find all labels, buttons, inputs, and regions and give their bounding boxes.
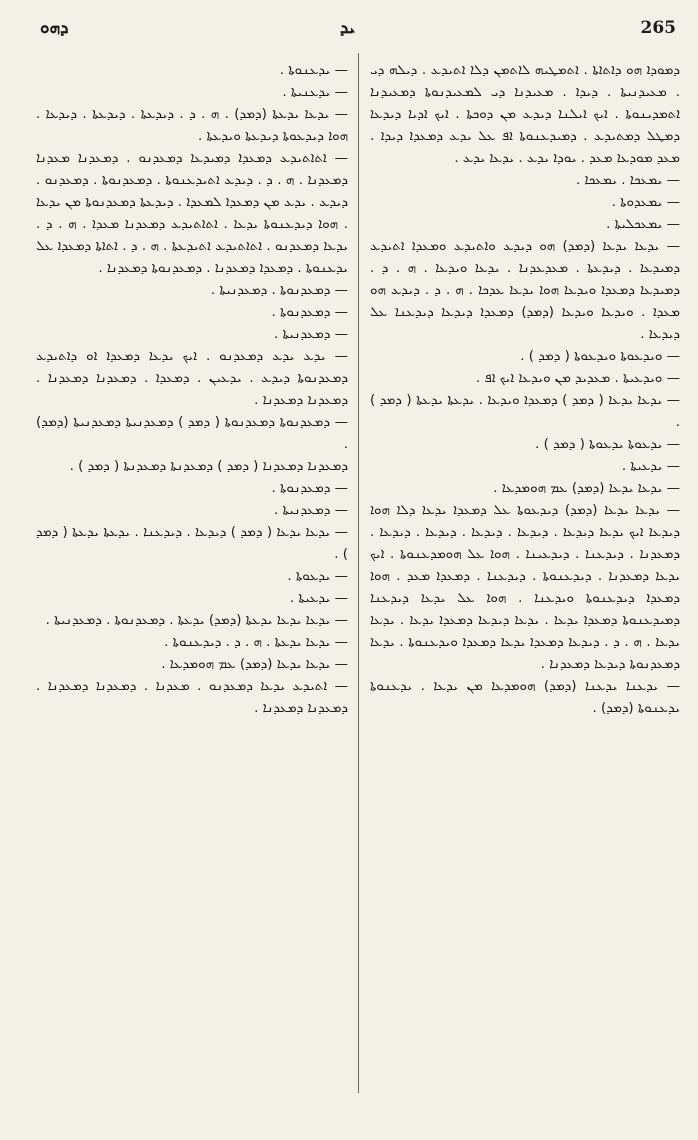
left-column	[36, 60, 348, 1090]
dictionary-entry: — ܝܕܥܐ ܝܕܥܐ ( ܕܡܕ ) ܕܡܥܕܐ ܘܝܕܥܐ . ܝܕܥܬܐ ܝܕܥܬܐ ( ܕܡܕ ) .	[370, 393, 680, 430]
dictionary-entry: — ܘܝܕܥܘܬܐ ܘܝܕܥܘܬܐ ( ܕܡܕ ) .	[520, 349, 680, 364]
dictionary-entry: — ܝܡܥܟܐ . ܝܡܥܟܐ .	[575, 173, 680, 188]
dictionary-entry: — ܝܕܥܢܐ ܝܕܥܢܐ (ܕܡܕ) ܗܘܡܕܥܐ ܡܢ ܝܕܥܐ . ܝܕܥܢܘܬܐ ܝܕܥܢܘܬܐ (ܕܡܕ) .	[370, 679, 680, 716]
running-head-left: ܕܗܘ	[40, 18, 69, 38]
dictionary-entry: — ܝܕܥܝܬܐ .	[621, 459, 680, 474]
dictionary-entry: — ܝܕܥܝܬܐ .	[289, 591, 348, 606]
right-column	[370, 60, 680, 1090]
dictionary-entry: — ܝܕܥܐ ܝܕܥܐ ܝܕܥܬܐ (ܕܡܕ) ܝܕܥܬܐ . ܕܡܥܕܢܘܬܐ . ܕܡܥܕܢܝܬܐ .	[45, 613, 348, 628]
dictionary-entry: — ܝܕܥܘܬܐ .	[287, 569, 348, 584]
dictionary-entry: — ܝܡܥܕܘܬܐ .	[611, 195, 680, 210]
dictionary-entry: — ܘܝܕܥܝܬܐ . ܡܥܕܝܕ ܡܢ ܘܝܕܥܐ ܐܝܟ ܐܦ .	[475, 371, 680, 386]
dictionary-entry: — ܝܕܥܢܝܬܐ .	[282, 85, 348, 100]
dictionary-entry: — ܝܕܥܐ ܝܕܥܐ ( ܕܡܕ ) ܕܝܕܥܐ . ܕܝܕܥܢܐ . ܝܕܥܬܐ ܝܕܥܬܐ ( ܕܡܕ ) .	[36, 525, 348, 562]
dictionary-entry: — ܝܕܥܢܘܬܐ .	[279, 63, 348, 78]
dictionary-entry: — ܝܕܥ ܝܕܥ ܕܡܥܕܢܘ . ܐܝܟ ܝܕܥܐ ܕܡܥܕܐ ܐܘ ܕܐܬܝܕܥ ܕܡܥܕܢܘܬܐ ܕܝܕܥ . ܝܕܥܝܢ . ܕܡܥܕܐ . ܕܡܥܕܢܐ ܕܡܥܕܢܐ . ܕܡܥܕܢܐ ܕܡܥܕܢܐ .	[36, 349, 348, 408]
dictionary-entry: — ܝܕܥܘܬܐ ܝܕܥܘܬܐ ( ܕܡܕ ) .	[535, 437, 680, 452]
dictionary-entry: — ܕܡܥܕܢܝܬܐ .	[274, 327, 348, 342]
dictionary-entry: — ܕܡܥܕܢܘܬܐ .	[271, 305, 348, 320]
dictionary-entry: — ܝܕܥܐ ܝܕܥܐ (ܕܡܕ) ܗܘ ܕܝܕܥ ܘܐܬܝܕܥ ܘܡܥܕܐ ܐܬܝܕܥ ܕܡܝܕܥܐ . ܕܝܕܥܬܐ . ܡܥܕܥܕܢܐ . ܝܕܥܐ ܘܝܕܥܐ . ܗ . ܕ . ܕܡܝܕܥܐ ܕܡܥܕܐ ܘܝܕܥܐ ܗܘܐ ܝܕܥܐ ܥܕܟܐ . ܗ . ܕ . ܕܝܕܥ ܗܘ ܡܥܕܐ . ܘܝܕܥܐ ܘܝܕܥܐ (ܕܡܕ) ܕܡܥܕܐ ܕܝܕܥܐ ܕܝܕܥܢܐ ܥܠ ܕܝܕܥܐ .	[370, 239, 680, 342]
page-header	[40, 18, 676, 46]
running-head-center: ܝܕ	[340, 18, 356, 38]
dictionary-entry: — ܕܡܥܕܢܘܬܐ ܕܡܥܕܢܘܬܐ ( ܕܡܕ ) ܕܡܥܕܢܝܬܐ ܕܡܥܕܢܝܬܐ (ܕܡܕ) .	[36, 415, 348, 452]
dictionary-entry: — ܝܕܥܐ ܝܕܥܐ (ܕܡܕ) ܥܡ ܗܘܡܕܥܐ .	[493, 481, 680, 496]
dictionary-entry: ܕܡܘܕܐ ܗܘ ܕܐܬܐܬܐ . ܐܬܡܛܝܗ ܠܐܬܡܢ ܕܠܐ ܐܬܝܕܥ . ܕܝܠܗ ܕܝ . ܡܥܝܕܢܝܬܐ . ܕܝܕܐ . ܡܥܝܕܢܐ ܕܝ ܠܡܥܝܕܢܘܬܐ ܕܡܥܝܕܢܐ ܐܬܡܕܝܢܘܬܐ . ܐܝܟ ܐܝܠܢܐ ܕܝܕܥ ܡܢ ܕܘܟܬܐ . ܐܝܟ ܐܕܝܐ ܕܝܕܥܐ ܕܡܛܠ ܕܡܬܝܕܥ . ܕܡܝܕܥܢܘܬܐ ܐܦ ܥܠ ܝܕܥ ܕܡܥܕܐ ܕܝܕܐ . ܡܥܕ ܡܘܕܥܐ ܡܥܕ . ܝܘܕܐ ܝܕܥ . ܝܕܥܐ ܝܕܥ .	[370, 63, 680, 166]
dictionary-entry: — ܐܬܐܬܝܕܥ ܕܡܥܕܐ ܕܡܝܕܥܐ ܕܡܥܕܢܘ . ܕܡܥܕܢܐ ܡܥܕܢܐ ܕܡܥܕܢܐ . ܗ . ܕ . ܕܝܕܥ ܐܬܝܕܥܢܘܬܐ . ܕܡܥܕܢܘܬܐ . ܕܡܥܕܢܘ . ܕܝܕܥ . ܝܕܥ ܡܢ ܕܡܥܕܐ ܠܡܥܕܐ . ܕܝܕܥܬܐ ܕܡܥܕܢܘܬܐ ܡܢ ܝܕܥܐ . ܗܘܐ ܕܝܕܥܢܘܬܐ ܝܕܥܐ . ܐܬܐܬܝܕܥ ܕܡܥܕܢܐ ܡܥܕܐ . ܗ . ܕ . ܝܕܥܐ ܕܡܥܕܢܘ . ܐܬܐܬܝܕܥ ܐܬܝܕܥܬܐ . ܗ . ܕ . ܐܬܐܬܐ ܕܡܥܕܐ ܥܠ ܝܕܥܢܘܬܐ . ܕܡܥܕܐ ܕܡܥܕܢܐ . ܕܡܥܕܢܘܬܐ ܕܡܥܕܢܐ .	[36, 151, 348, 276]
dictionary-entry: ܕܡܥܕܢܐ ܕܡܥܕܢܐ ( ܕܡܕ ) ܕܡܥܕܢܬܐ ܕܡܥܕܢܬܐ ( ܕܡܕ ) .	[69, 459, 348, 474]
column-divider	[358, 53, 359, 1093]
page-number: 265	[640, 18, 676, 38]
dictionary-entry: — ܝܕܥܐ ܝܕܥܬܐ (ܕܡܕ) . ܗ . ܕ . ܕܝܕܥܬܐ . ܕܝܕܥܬܐ . ܕܝܕܥܐ . ܗܘܐ ܕܝܕܥܘܬܐ ܕܝܕܥܬܐ ܘܝܕܥܬܐ .	[36, 107, 348, 144]
dictionary-entry: — ܕܡܥܕܢܘܬܐ .	[271, 481, 348, 496]
dictionary-entry: — ܐܬܝܕܥ ܝܕܥܐ ܕܡܥܕܢܘ . ܡܥܕܢܐ . ܕܡܥܕܢܐ ܕܡܥܕܢܐ . ܕܡܥܕܢܐ ܕܡܥܕܢܐ .	[36, 679, 348, 716]
dictionary-entry: — ܝܕܥܐ ܝܕܥܐ (ܕܡܕ) ܕܝܕܥܘܬܐ ܥܠ ܕܡܥܕܐ ܝܕܥܐ ܕܠܐ ܗܘܐ ܕܝܕܥܐ ܐܝܟ ܝܕܥܐ ܕܝܕܥܐ . ܕܝܕܥܐ . ܕܝܕܥܐ . ܕܝܕܥܐ . ܕܝܕܥܐ . ܕܡܥܕܢܐ . ܕܝܕܥܢܐ . ܕܝܕܥܝܢܐ . ܗܘܐ ܥܠ ܗܘܡܕܥܢܘܬܐ . ܐܝܟ ܝܕܥܐ ܕܡܥܕܢܐ . ܕܝܕܥܢܘܬܐ . ܕܝܕܥܢܐ . ܕܡܥܕܐ ܡܥܕ . ܗܘܐ ܕܡܥܕܐ ܕܝܕܥܢܘܬܐ ܘܝܕܥܢܐ . ܗܘܐ ܥܠ ܝܕܥܐ ܕܝܕܥܢܐ ܕܡܝܕܥܢܘܬܐ ܕܡܥܕܐ ܝܕܥܐ . ܝܕܥܐ ܕܝܕܥܐ ܕܡܥܕܐ ܝܕܥܐ . ܝܕܥܐ ܝܕܥܐ . ܗ . ܕ . ܕܝܕܥܐ ܕܡܥܕܐ ܝܕܥܐ ܕܡܥܕܐ ܘܝܕܥܢܘܬܐ . ܝܕܥܐ ܕܡܥܕܢܘܬܐ ܕܝܕܥܐ ܕܡܥܕܢܐ .	[370, 503, 680, 672]
dictionary-entry: — ܝܕܥܐ ܝܕܥܐ (ܕܡܕ) ܥܡ ܗܘܡܕܥܐ .	[161, 657, 348, 672]
dictionary-entry: — ܕܡܥܕܢܝܬܐ .	[274, 503, 348, 518]
dictionary-entry: — ܕܡܥܕܢܘܬܐ . ܕܡܥܕܢܝܬܐ .	[210, 283, 348, 298]
dictionary-entry: — ܝܡܥܟܠܝܬܐ .	[606, 217, 680, 232]
dictionary-entry: — ܝܕܥܐ ܝܕܥܬܐ . ܗ . ܕ . ܕܝܕܥܢܘܬܐ .	[164, 635, 348, 650]
